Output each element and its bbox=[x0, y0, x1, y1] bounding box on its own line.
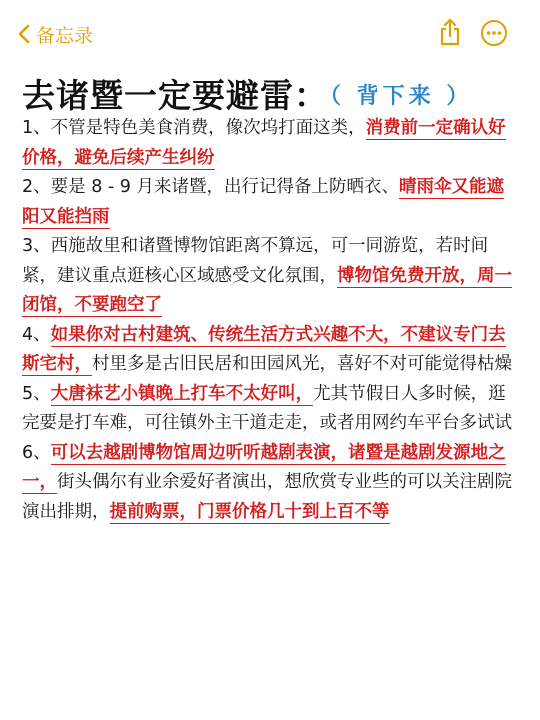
item-number: 5、 bbox=[22, 383, 51, 404]
share-icon[interactable] bbox=[438, 17, 462, 51]
item-text: 西施故里和诸暨博物馆距离不算远，可一同游览，若时间紧，建议重点逛核心区域感受文化氛围， bbox=[22, 236, 489, 286]
list-item bbox=[22, 114, 520, 173]
item-highlight: 可以去越剧博物馆周边听听越剧表演，诸暨是越剧发源地之一， bbox=[22, 442, 506, 492]
item-highlight: 提前购票，门票价格几十到上百不等 bbox=[109, 501, 390, 522]
list-item bbox=[22, 232, 520, 321]
list-item bbox=[22, 321, 520, 380]
item-number: 3、 bbox=[22, 236, 51, 256]
item-highlight: 博物馆免费开放，周一闭馆，不要跑空了 bbox=[22, 265, 512, 315]
item-text: 要是 8 - 9 月来诸暨，出行记得备上防晒衣、 bbox=[50, 177, 399, 197]
item-highlight: 大唐袜艺小镇晚上打车不太好叫， bbox=[50, 383, 314, 404]
list-item bbox=[22, 439, 520, 528]
item-text: 街头偶尔有业余爱好者演出，想欣赏专业些的可以关注剧院演出排期， bbox=[22, 472, 512, 522]
note-body[interactable] bbox=[22, 114, 520, 527]
note-title bbox=[22, 70, 522, 117]
more-icon[interactable] bbox=[480, 17, 508, 51]
back-label: 备忘录 bbox=[36, 24, 94, 47]
top-nav-bar bbox=[0, 0, 540, 64]
item-number: 4、 bbox=[22, 324, 51, 345]
note-title-main: 去诸暨一定要避雷： bbox=[22, 76, 328, 115]
item-highlight: 消费前一定确认好价格，避免后续产生纠纷 bbox=[22, 118, 506, 168]
item-text: 村里多是古旧民居和田园风光，喜好不对可能觉得枯燥 bbox=[92, 354, 512, 374]
chevron-left-icon bbox=[18, 24, 30, 44]
item-highlight: 如果你对古村建筑、传统生活方式兴趣不大，不建议专门去斯宅村， bbox=[22, 324, 506, 374]
item-number: 2、 bbox=[22, 177, 51, 197]
item-text: 不管是特色美食消费，像次坞打面这类， bbox=[50, 118, 366, 138]
list-item bbox=[22, 380, 520, 439]
item-number: 1、 bbox=[22, 118, 51, 138]
item-number: 6、 bbox=[22, 442, 51, 463]
item-text: 尤其节假日人多时候，逛完要是打车难，可往镇外主干道走走，或者用网约车平台多试试 bbox=[22, 383, 512, 433]
back-button[interactable] bbox=[18, 20, 93, 48]
note-title-sub: （ 背下来 ） bbox=[330, 84, 473, 109]
item-highlight: 晴雨伞又能遮阳又能挡雨 bbox=[22, 177, 504, 227]
list-item bbox=[22, 173, 520, 232]
